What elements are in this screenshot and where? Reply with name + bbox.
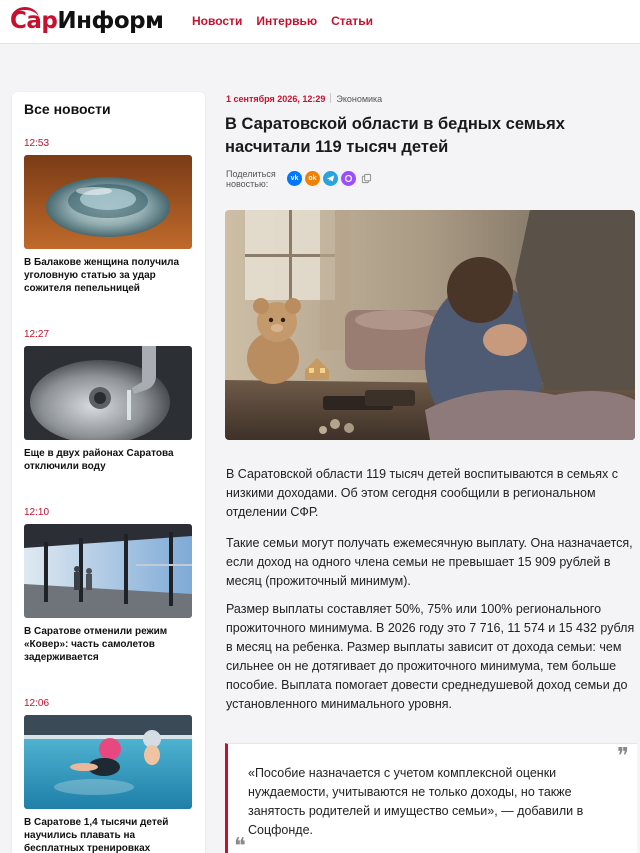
news-thumbnail-airport[interactable] <box>24 524 192 618</box>
news-title[interactable]: В Балакове женщина получила уголовную статью за удар сожителя пепельницей <box>24 257 180 294</box>
news-item[interactable] <box>24 137 192 295</box>
meta-divider <box>330 93 331 103</box>
quote-close-icon: ❝ <box>234 834 246 853</box>
nav-articles[interactable]: Статьи <box>331 14 373 28</box>
ok-icon[interactable]: ok <box>305 171 320 186</box>
share-label: Поделиться новостью: <box>226 169 276 189</box>
article-quote <box>225 743 637 853</box>
quote-text: «Пособие назначается с учетом комплексной оценки нуждаемости, учитываются не только доходы, но также занятость родителей и имущество семьи», — добавили в Соцфонде. <box>248 766 584 837</box>
article-paragraph: В Саратовской области 119 тысяч детей воспитываются в семьях с низкими доходами. Об этом сегодня сообщили в региональном отделении СФР. <box>226 467 618 519</box>
news-title[interactable]: Еще в двух районах Саратова отключили воду <box>24 448 174 472</box>
news-feed-sidebar <box>12 92 205 853</box>
max-icon[interactable] <box>341 171 356 186</box>
article-date: 1 сентября 2026, 12:29 <box>226 94 326 104</box>
news-thumbnail-ashtray[interactable] <box>24 155 192 249</box>
telegram-icon[interactable] <box>323 171 338 186</box>
news-title[interactable]: В Саратове отменили режим «Ковер»: часть самолетов задерживается <box>24 626 168 663</box>
news-item[interactable] <box>24 506 192 664</box>
article-photo <box>225 210 635 440</box>
article-category[interactable]: Экономика <box>336 94 383 104</box>
article-title: В Саратовской области в бедных семьях насчитали 119 тысяч детей <box>225 115 565 156</box>
article-paragraph: Такие семьи могут получать ежемесячную выплату. Она назначается, если доход на одного члена семьи не превышает 15 909 рублей в месяц (прожиточный минимум). <box>226 536 633 588</box>
nav-news[interactable]: Новости <box>192 14 243 28</box>
quote-open-icon: ❞ <box>617 744 629 769</box>
main-nav <box>192 14 373 28</box>
site-logo[interactable]: СарИнформ <box>10 8 164 34</box>
nav-interviews[interactable]: Интервью <box>256 14 318 28</box>
copy-link-icon[interactable] <box>359 171 374 186</box>
news-item[interactable] <box>24 697 192 853</box>
article-meta <box>226 93 382 104</box>
news-thumbnail-pool[interactable] <box>24 715 192 809</box>
news-time: 12:53 <box>24 138 50 149</box>
news-time: 12:27 <box>24 329 50 340</box>
share-icons <box>287 171 374 186</box>
news-item[interactable] <box>24 328 192 473</box>
news-thumbnail-sink[interactable] <box>24 346 192 440</box>
news-time: 12:06 <box>24 698 50 709</box>
vk-icon[interactable]: vk <box>287 171 302 186</box>
site-header <box>0 0 640 44</box>
news-time: 12:10 <box>24 507 50 518</box>
article-paragraph: Размер выплаты составляет 50%, 75% или 100% регионального прожиточного минимума. В 2026 году это 7 716, 11 574 и 15 432 рубля в месяц на ребенка. Размер выплаты зависит от дохода семьи: чем сильнее он не дотягивает до прожиточного минимума, тем больше пособие. Выплата помогает довести среднедушевой доход семьи до установленного минимального уровня. <box>226 602 635 711</box>
sidebar-title: Все новости <box>24 101 111 117</box>
news-title[interactable]: В Саратове 1,4 тысячи детей научились плавать на бесплатных тренировках <box>24 817 169 853</box>
